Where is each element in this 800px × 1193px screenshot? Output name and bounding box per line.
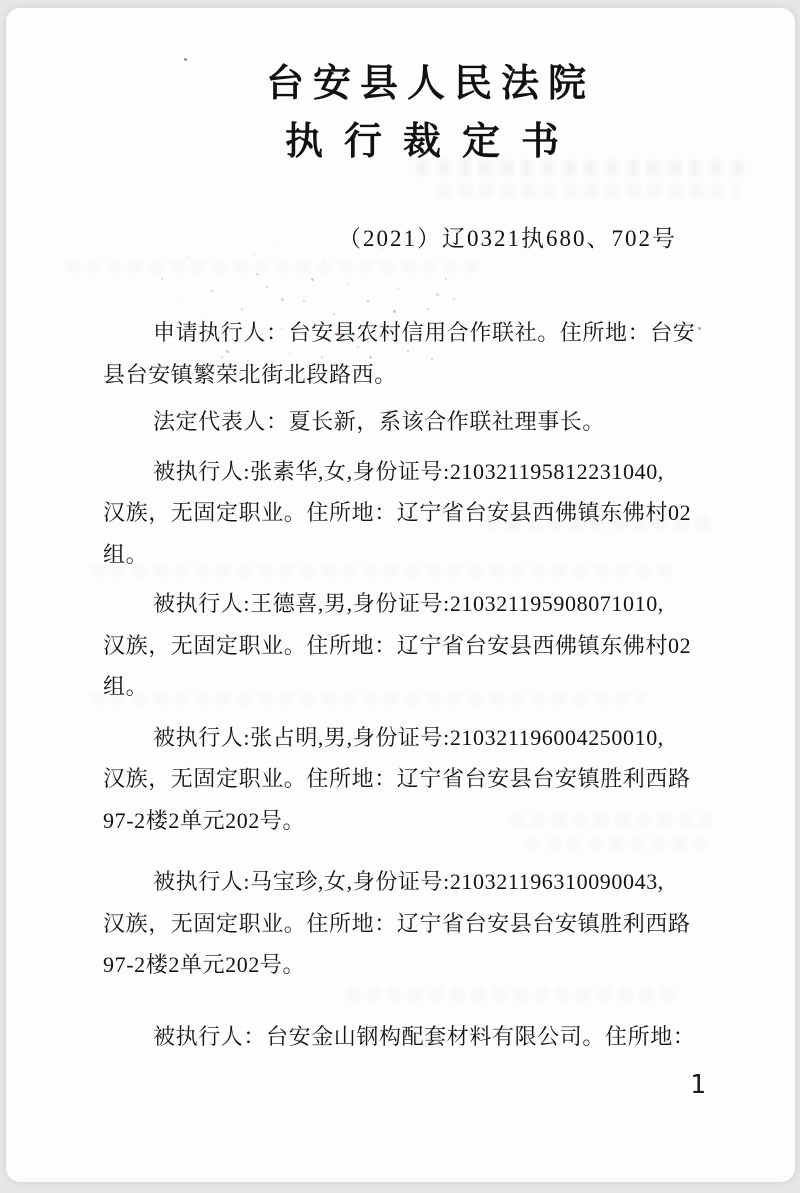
paragraph-line: 97-2楼2单元202号。	[103, 807, 306, 833]
paragraph-line: 汉族，无固定职业。住所地：辽宁省台安县西佛镇东佛村02	[103, 500, 692, 525]
bleedthrough-artifact	[438, 184, 738, 198]
paragraph-line: 被执行人:张素华,女,身份证号:210321195812231040,	[153, 458, 664, 484]
court-name: 台安县人民法院	[265, 63, 595, 105]
paragraph-line: 汉族，无固定职业。住所地：辽宁省台安县西佛镇东佛村02	[103, 632, 692, 658]
case-number: （2021）辽0321执680、702号	[338, 226, 677, 251]
paragraph-respondent-5	[103, 1016, 696, 1058]
paragraph-line: 组。	[103, 674, 149, 699]
paragraph-applicant	[103, 312, 696, 395]
document-title: 执行裁定书	[284, 121, 580, 163]
paragraph-line: 被执行人:张占明,男,身份证号:210321196004250010,	[153, 724, 664, 750]
paragraph-line: 汉族，无固定职业。住所地：辽宁省台安县台安镇胜利西路	[103, 766, 691, 791]
paragraph-line: 组。	[103, 541, 149, 567]
paragraph-respondent-1	[103, 451, 692, 576]
page-number: 1	[690, 1070, 706, 1100]
paragraph-line: 法定代表人：夏长新，系该合作联社理事长。	[153, 409, 606, 434]
document-page	[6, 8, 795, 1182]
paragraph-respondent-4	[103, 861, 691, 986]
paragraph-line: 被执行人:王德喜,男,身份证号:210321195908071010,	[153, 591, 664, 616]
paragraph-line: 被执行人：台安金山钢构配套材料有限公司。住所地：	[153, 1023, 696, 1049]
document-body	[103, 312, 696, 1065]
dirt-speck	[698, 327, 701, 330]
paragraph-respondent-2	[103, 583, 692, 708]
paragraph-line: 申请执行人：台安县农村信用合作联社。住所地：台安	[153, 320, 696, 345]
paragraph-line: 被执行人:马宝珍,女,身份证号:210321196310090043,	[153, 869, 664, 894]
paragraph-legal-representative	[103, 401, 685, 443]
paragraph-line: 县台安镇繁荣北街北段路西。	[103, 361, 397, 387]
paragraph-line: 97-2楼2单元202号。	[103, 952, 306, 977]
paragraph-line: 汉族，无固定职业。住所地：辽宁省台安县台安镇胜利西路	[103, 910, 691, 936]
paragraph-respondent-3	[103, 717, 691, 842]
